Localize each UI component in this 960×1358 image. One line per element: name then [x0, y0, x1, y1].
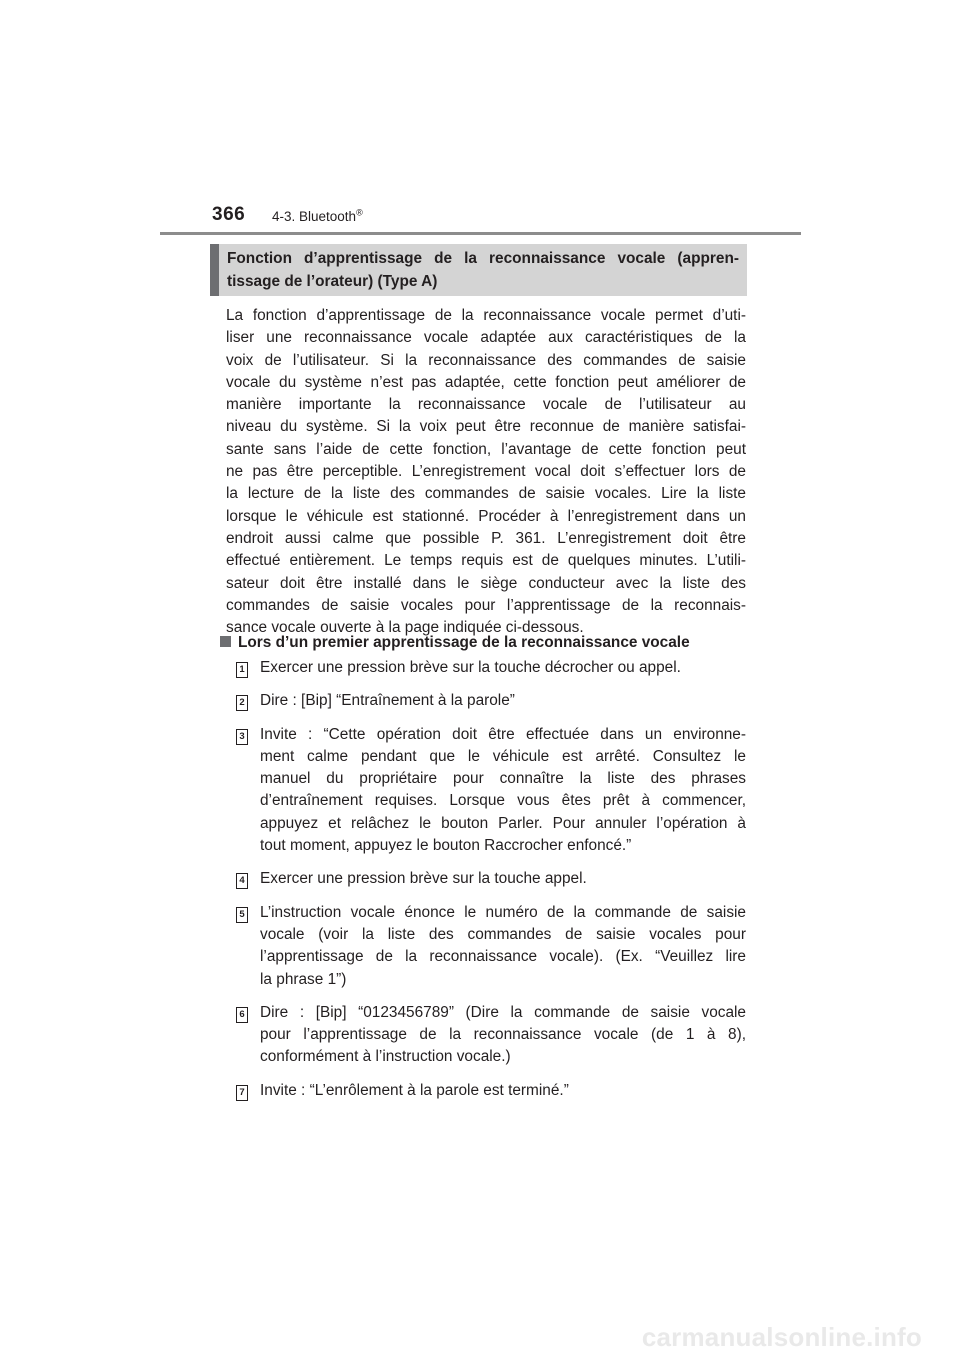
header-rule [160, 232, 801, 235]
body-line: lorsque le véhicule est stationné. Procéder à l’enregistrement dans un [226, 507, 746, 525]
body-line: liser une reconnaissance vocale adaptée aux caractéristiques de la [226, 329, 746, 347]
body-line: manière importante la reconnaissance vocale de l’utilisateur au [226, 396, 746, 414]
step-text-line: pour l’apprentissage de la reconnaissance vocale (de 1 à 8), [260, 1026, 746, 1044]
step-text-line: d’entraînement requises. Lorsque vous êtes prêt à commencer, [260, 792, 746, 810]
page-number: 366 [212, 204, 246, 225]
body-paragraph [226, 305, 746, 639]
watermark [0, 1320, 960, 1358]
body-line: effectué entièrement. Le temps requis est de quelques minutes. L’utili- [226, 552, 746, 570]
step-text-line: conformément à l’instruction vocale.) [260, 1048, 511, 1066]
body-line: niveau du système. Si la voix peut être reconnue de manière satisfai- [226, 418, 746, 436]
step-number-badge: 6 [236, 1007, 248, 1023]
body-line: ne pas être perceptible. L’enregistrement vocal doit s’effectuer lors de [226, 463, 746, 481]
step-number-badge: 4 [236, 873, 248, 889]
subsection-title: Lors d’un premier apprentissage de la reconnaissance vocale [238, 634, 690, 651]
step-text-line: Exercer une pression brève sur la touche décrocher ou appel. [260, 659, 681, 676]
body-line: sance vocale ouverte à la page indiquée ci-dessous. [226, 619, 584, 637]
section-title-line-1: Fonction d’apprentissage de la reconnaissance vocale (appren- [227, 250, 739, 267]
step-text-line: ment calme pendant que le véhicule est arrêté. Consultez le [260, 747, 746, 765]
step-number-badge: 1 [236, 662, 248, 678]
body-line: La fonction d’apprentissage de la reconnaissance vocale permet d’uti- [226, 307, 746, 324]
step-text-line: appuyez et relâchez le bouton Parler. Pour annuler l’opération à [260, 814, 746, 832]
step-text-line: tout moment, appuyez le bouton Raccrocher enfoncé.” [260, 837, 632, 855]
body-line: commandes de saisie vocales pour l’apprentissage de la reconnais- [226, 596, 746, 614]
section-heading-box [210, 244, 747, 296]
step-text-line: Dire : [Bip] “0123456789” (Dire la commande de saisie vocale [260, 1003, 746, 1021]
step-text-line: vocale (voir la liste des commandes de saisie vocales pour [260, 925, 746, 943]
body-line: endroit aussi calme que possible P. 361. L’enregistrement doit être [226, 529, 746, 547]
step-list [236, 657, 746, 1113]
step-text-line: l’apprentissage de la reconnaissance vocale). (Ex. “Veuillez lire [260, 948, 746, 966]
step-text-line: Dire : [Bip] “Entraînement à la parole” [260, 692, 515, 710]
step-text-line: Invite : “Cette opération doit être effectuée dans un environne- [260, 725, 746, 743]
step-number-badge: 7 [236, 1085, 248, 1101]
step-item [236, 724, 746, 858]
step-item [236, 690, 746, 712]
step-item [236, 1002, 746, 1069]
body-line: la lecture de la liste des commandes de saisie vocales. Lire la liste [226, 485, 746, 503]
step-item [236, 902, 746, 991]
step-item [236, 868, 746, 890]
step-text-line: Invite : “L’enrôlement à la parole est terminé.” [260, 1081, 569, 1099]
subsection-heading [220, 632, 746, 654]
body-line: vocale du système n’est pas adaptée, cette fonction peut améliorer de [226, 373, 746, 391]
step-text-line: manuel du propriétaire pour connaître la liste des phrases [260, 770, 746, 788]
body-line: sante sans l’aide de cette fonction, l’avantage de cette fonction peut [226, 440, 746, 458]
step-item [236, 657, 746, 679]
section-title [227, 248, 739, 293]
body-line: sateur doit être installé dans le siège conducteur avec la liste des [226, 574, 746, 592]
chapter-label: 4-3. Bluetooth [272, 209, 357, 224]
body-line: voix de l’utilisateur. Si la reconnaissance des commandes de saisie [226, 351, 746, 369]
step-text-line: L’instruction vocale énonce le numéro de la commande de saisie [260, 903, 746, 921]
registered-mark: ® [356, 207, 363, 218]
step-text-line: Exercer une pression brève sur la touche appel. [260, 870, 587, 888]
step-item [236, 1080, 746, 1102]
step-number-badge: 3 [236, 729, 248, 745]
watermark-text: carmanualsonline.info [641, 1322, 922, 1352]
step-number-badge: 2 [236, 695, 248, 711]
chapter-title [272, 209, 363, 224]
step-number-badge: 5 [236, 907, 248, 923]
section-title-line-2: tissage de l’orateur) (Type A) [227, 272, 438, 290]
step-text-line: la phrase 1”) [260, 970, 347, 988]
square-bullet-icon [220, 636, 231, 647]
